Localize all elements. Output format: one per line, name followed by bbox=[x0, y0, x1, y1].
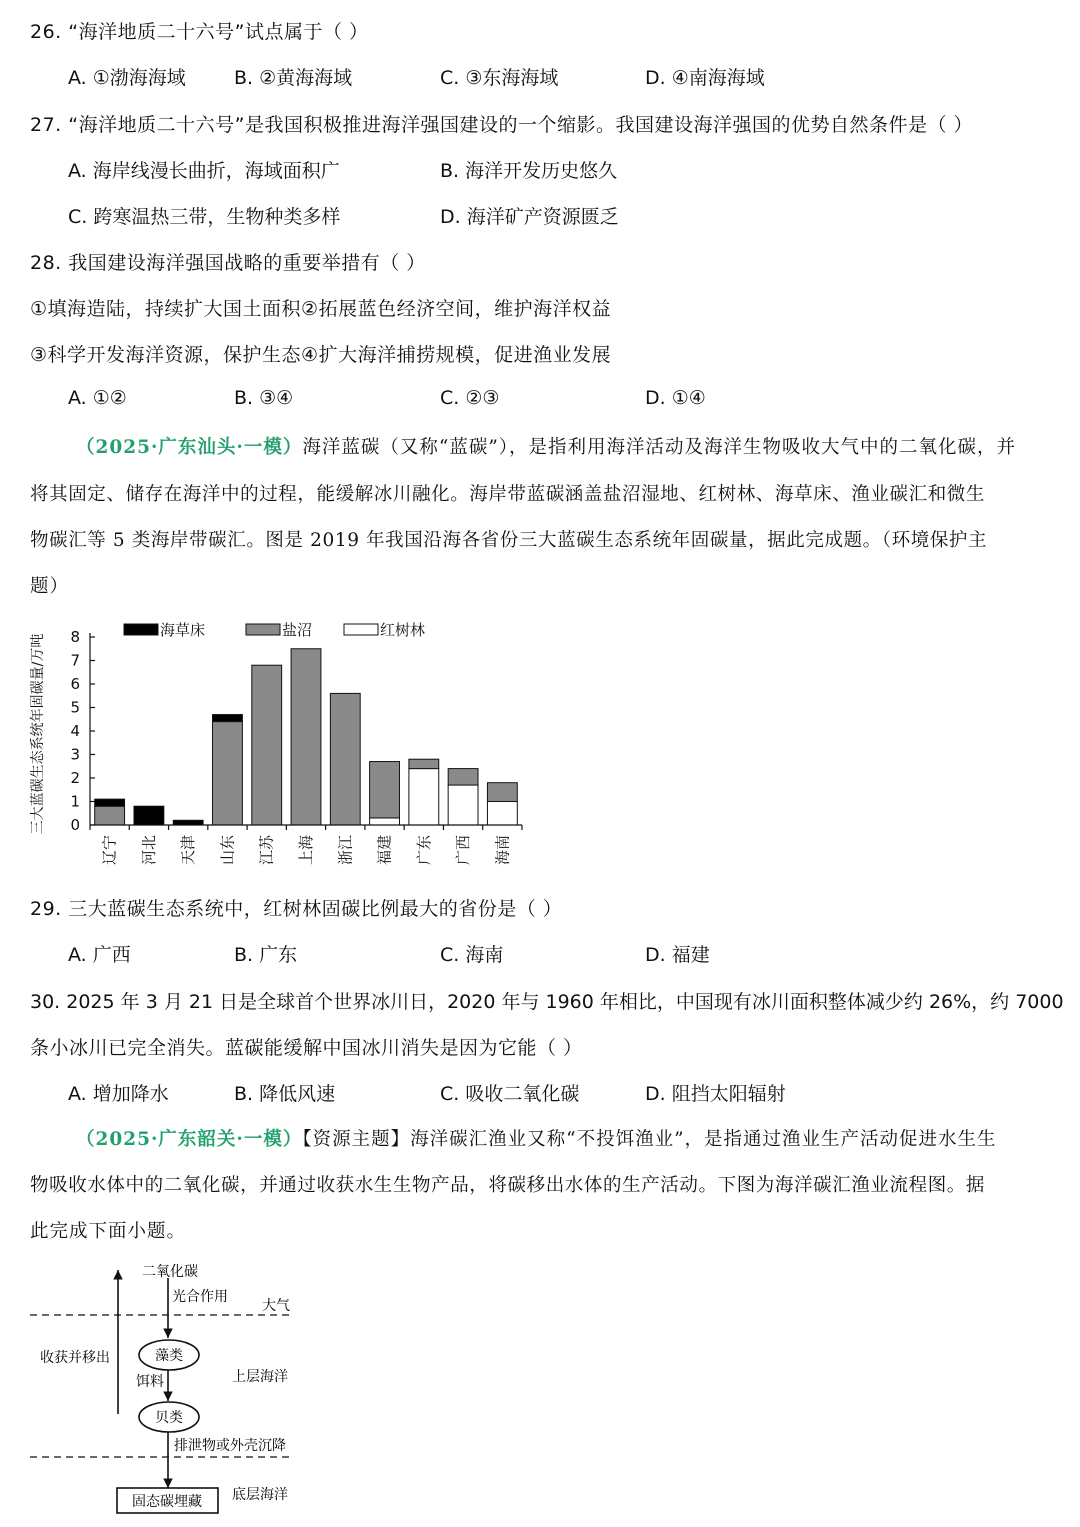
y-tick-label: 4 bbox=[70, 722, 80, 740]
passage2-line3: 此完成下面小题。 bbox=[30, 1221, 187, 1242]
y-tick-label: 0 bbox=[70, 816, 80, 834]
bar-segment-海南-盐沼 bbox=[487, 783, 517, 802]
q30-option-d[interactable]: D. 阻挡太阳辐射 bbox=[645, 1083, 786, 1105]
q29-stem: 29. 三大蓝碳生态系统中，红树林固碳比例最大的省份是（ ） bbox=[30, 898, 563, 920]
bar-segment-上海-盐沼 bbox=[291, 649, 321, 825]
legend-swatch-海草床 bbox=[124, 624, 158, 635]
q29-option-a[interactable]: A. 广西 bbox=[68, 944, 131, 966]
y-tick-label: 2 bbox=[70, 769, 80, 787]
passage2-first-line bbox=[76, 1125, 997, 1151]
y-tick-label: 1 bbox=[70, 792, 80, 811]
y-tick-label: 7 bbox=[70, 651, 80, 670]
q27-option-b[interactable]: B. 海洋开发历史悠久 bbox=[440, 160, 618, 182]
bar-segment-广东-红树林 bbox=[409, 769, 439, 825]
x-tick-label-海南: 海南 bbox=[493, 835, 512, 866]
bar-segment-浙江-盐沼 bbox=[330, 693, 360, 825]
y-tick-label: 8 bbox=[70, 628, 80, 646]
chart-y-axis bbox=[70, 628, 95, 834]
y-tick-label: 6 bbox=[70, 675, 80, 693]
legend-swatch-盐沼 bbox=[246, 624, 280, 635]
passage1-source: （2025·广东汕头·一模） bbox=[76, 437, 303, 458]
q30-line1: 30. 2025 年 3 月 21 日是全球首个世界冰川日，2020 年与 1960 年相比，中国现有冰川面积整体减少约 26%，约 7000 bbox=[30, 991, 1064, 1013]
q29-option-b[interactable]: B. 广东 bbox=[234, 944, 298, 966]
y-tick-label: 3 bbox=[70, 745, 80, 764]
carbon-sink-fishery-flowchart bbox=[20, 1258, 310, 1520]
legend-swatch-红树林 bbox=[344, 624, 378, 635]
blue-carbon-stacked-bar-chart bbox=[20, 612, 540, 880]
passage1-line1: 海洋蓝碳（又称“蓝碳”），是指利用海洋活动及海洋生物吸收大气中的二氧化碳，并 bbox=[302, 437, 1017, 458]
y-tick-label: 5 bbox=[70, 698, 80, 717]
bar-segment-广东-盐沼 bbox=[409, 759, 439, 768]
q28-statement-line2: ③科学开发海洋资源，保护生态④扩大海洋捕捞规模，促进渔业发展 bbox=[30, 344, 612, 366]
chart-y-axis-label: 三大蓝碳生态系统年固碳量/万吨 bbox=[30, 633, 46, 835]
bar-segment-辽宁-海草床 bbox=[95, 799, 125, 806]
harvest-label: 收获并移出 bbox=[40, 1350, 110, 1366]
bottom-ocean-label: 底层海洋 bbox=[232, 1487, 288, 1503]
chart-bars bbox=[95, 649, 518, 825]
q26-option-b[interactable]: B. ②黄海海域 bbox=[234, 67, 353, 89]
excretion-label: 排泄物或外壳沉降 bbox=[174, 1438, 286, 1454]
x-tick-label-山东: 山东 bbox=[218, 835, 237, 866]
bar-segment-海南-红树林 bbox=[487, 802, 517, 826]
photosynthesis-label: 光合作用 bbox=[172, 1289, 228, 1305]
legend-label-海草床: 海草床 bbox=[160, 621, 206, 639]
x-tick-label-浙江: 浙江 bbox=[336, 835, 355, 866]
chart-legend bbox=[124, 621, 425, 639]
q30-option-b[interactable]: B. 降低风速 bbox=[234, 1083, 336, 1105]
legend-label-盐沼: 盐沼 bbox=[282, 621, 313, 639]
upper-ocean-label: 上层海洋 bbox=[232, 1369, 288, 1385]
passage2-line2: 物吸收水体中的二氧化碳，并通过收获水生生物产品，将碳移出水体的生产活动。下图为海洋碳汇渔业流程图。据 bbox=[30, 1175, 986, 1196]
bar-segment-福建-红树林 bbox=[370, 818, 400, 825]
algae-label: 藻类 bbox=[155, 1348, 183, 1364]
q29-option-c[interactable]: C. 海南 bbox=[440, 944, 504, 966]
bar-segment-辽宁-盐沼 bbox=[95, 806, 125, 825]
x-tick-label-上海: 上海 bbox=[297, 835, 315, 866]
chart-x-axis bbox=[90, 825, 522, 865]
x-tick-label-福建: 福建 bbox=[375, 835, 394, 866]
q30-line2: 条小冰川已完全消失。蓝碳能缓解中国冰川消失是因为它能（ ） bbox=[30, 1037, 583, 1059]
q28-statement-line1: ①填海造陆，持续扩大国土面积②拓展蓝色经济空间，维护海洋权益 bbox=[30, 298, 612, 320]
passage1-line3: 物碳汇等 5 类海岸带碳汇。图是 2019 年我国沿海各省份三大蓝碳生态系统年固碳量，据此完成题。（环境保护主 bbox=[30, 530, 988, 551]
q27-option-a[interactable]: A. 海岸线漫长曲折，海域面积广 bbox=[68, 160, 340, 182]
co2-label: 二氧化碳 bbox=[142, 1264, 198, 1280]
q27-option-d[interactable]: D. 海洋矿产资源匮乏 bbox=[440, 206, 619, 228]
x-tick-label-天津: 天津 bbox=[179, 835, 198, 866]
passage1-line4: 题） bbox=[30, 576, 70, 597]
passage1-first-line bbox=[76, 433, 1016, 459]
q26-stem: 26. “海洋地质二十六号”试点属于（ ） bbox=[30, 21, 369, 43]
q27-option-c[interactable]: C. 跨寒温热三带，生物种类多样 bbox=[68, 206, 341, 228]
legend-label-红树林: 红树林 bbox=[380, 621, 426, 639]
q28-option-a[interactable]: A. ①② bbox=[68, 387, 127, 409]
q28-option-c[interactable]: C. ②③ bbox=[440, 387, 500, 409]
q28-option-b[interactable]: B. ③④ bbox=[234, 387, 294, 409]
x-tick-label-江苏: 江苏 bbox=[257, 835, 276, 866]
q28-stem: 28. 我国建设海洋强国战略的重要举措有（ ） bbox=[30, 252, 426, 274]
bar-segment-山东-盐沼 bbox=[213, 722, 243, 825]
bar-segment-广西-盐沼 bbox=[448, 769, 478, 785]
bar-segment-广西-红树林 bbox=[448, 785, 478, 825]
passage2-source: （2025·广东韶关·一模） bbox=[76, 1129, 303, 1150]
q30-option-a[interactable]: A. 增加降水 bbox=[68, 1083, 169, 1105]
passage1-line2: 将其固定、储存在海洋中的过程，能缓解冰川融化。海岸带蓝碳涵盖盐沼湿地、红树林、海草床、渔业碳汇和微生 bbox=[30, 484, 986, 505]
x-tick-label-河北: 河北 bbox=[139, 835, 158, 866]
q28-option-d[interactable]: D. ①④ bbox=[645, 387, 706, 409]
x-tick-label-辽宁: 辽宁 bbox=[100, 835, 119, 866]
q30-option-c[interactable]: C. 吸收二氧化碳 bbox=[440, 1083, 580, 1105]
shellfish-label: 贝类 bbox=[155, 1410, 183, 1426]
bar-segment-福建-盐沼 bbox=[370, 762, 400, 818]
x-tick-label-广东: 广东 bbox=[414, 835, 433, 866]
q26-option-d[interactable]: D. ④南海海域 bbox=[645, 67, 765, 89]
solid-carbon-burial-label: 固态碳埋藏 bbox=[132, 1494, 202, 1510]
atmosphere-label: 大气 bbox=[262, 1298, 290, 1314]
x-tick-label-广西: 广西 bbox=[454, 835, 473, 866]
q29-option-d[interactable]: D. 福建 bbox=[645, 944, 710, 966]
q27-stem: 27. “海洋地质二十六号”是我国积极推进海洋强国建设的一个缩影。我国建设海洋强国的优势自然条件是（ ） bbox=[30, 114, 973, 136]
bar-segment-天津-海草床 bbox=[173, 820, 203, 825]
bar-segment-江苏-盐沼 bbox=[252, 665, 282, 825]
q26-option-a[interactable]: A. ①渤海海域 bbox=[68, 67, 186, 89]
q26-option-c[interactable]: C. ③东海海域 bbox=[440, 67, 559, 89]
passage2-line1: 【资源主题】海洋碳汇渔业又称“不投饵渔业”，是指通过渔业生产活动促进水生生 bbox=[302, 1129, 997, 1150]
bar-segment-山东-海草床 bbox=[213, 715, 243, 722]
bar-segment-河北-海草床 bbox=[134, 806, 164, 825]
feed-label: 饵料 bbox=[136, 1374, 164, 1390]
